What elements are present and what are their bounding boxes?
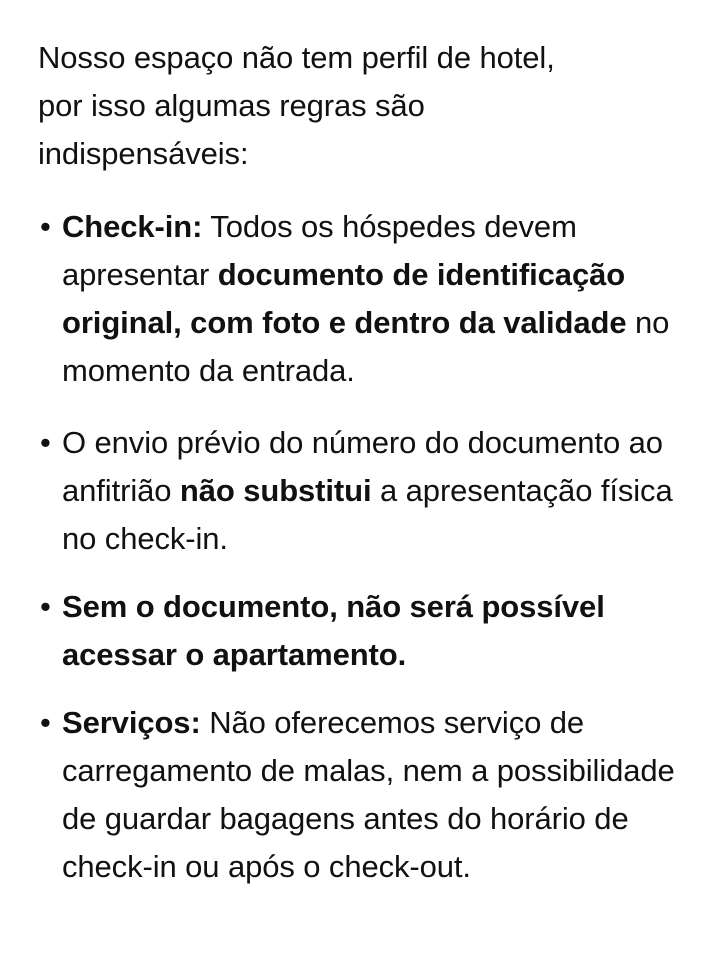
rule-emphasis: não substitui: [179, 473, 372, 508]
rule-item-prior-document: [38, 419, 690, 563]
rule-text: Não oferecemos serviço de carregamento de malas, nem a possibilidade de guardar bagagens antes do horário de check-in ou após o check-out.: [62, 705, 675, 884]
rule-item-no-document: [38, 583, 690, 679]
rule-emphasis: documento de identificação original, com foto e dentro da validade: [62, 257, 627, 340]
rules-list: [38, 203, 690, 891]
bullet-icon: •: [40, 705, 51, 740]
intro-paragraph: [38, 34, 690, 178]
rule-item-checkin: [38, 203, 690, 395]
intro-line-2: por isso algumas regras são: [38, 88, 425, 123]
rule-label: Check-in:: [62, 209, 203, 244]
intro-line-3: indispensáveis:: [38, 136, 249, 171]
rule-text: O envio prévio do número do documento ao anfitrião: [62, 425, 663, 508]
rule-emphasis: Sem o documento, não será possível acessar o apartamento.: [62, 589, 605, 672]
rule-text: Todos os hóspedes devem apresentar: [62, 209, 577, 292]
bullet-icon: •: [40, 425, 51, 460]
intro-line-1: Nosso espaço não tem perfil de hotel,: [38, 40, 555, 75]
rule-item-services: [38, 699, 690, 891]
rule-text: a apresentação física no check-in.: [62, 473, 673, 556]
rule-text: no momento da entrada.: [62, 305, 670, 388]
bullet-icon: •: [40, 589, 51, 624]
bullet-icon: •: [40, 209, 51, 244]
rule-label: Serviços:: [62, 705, 201, 740]
